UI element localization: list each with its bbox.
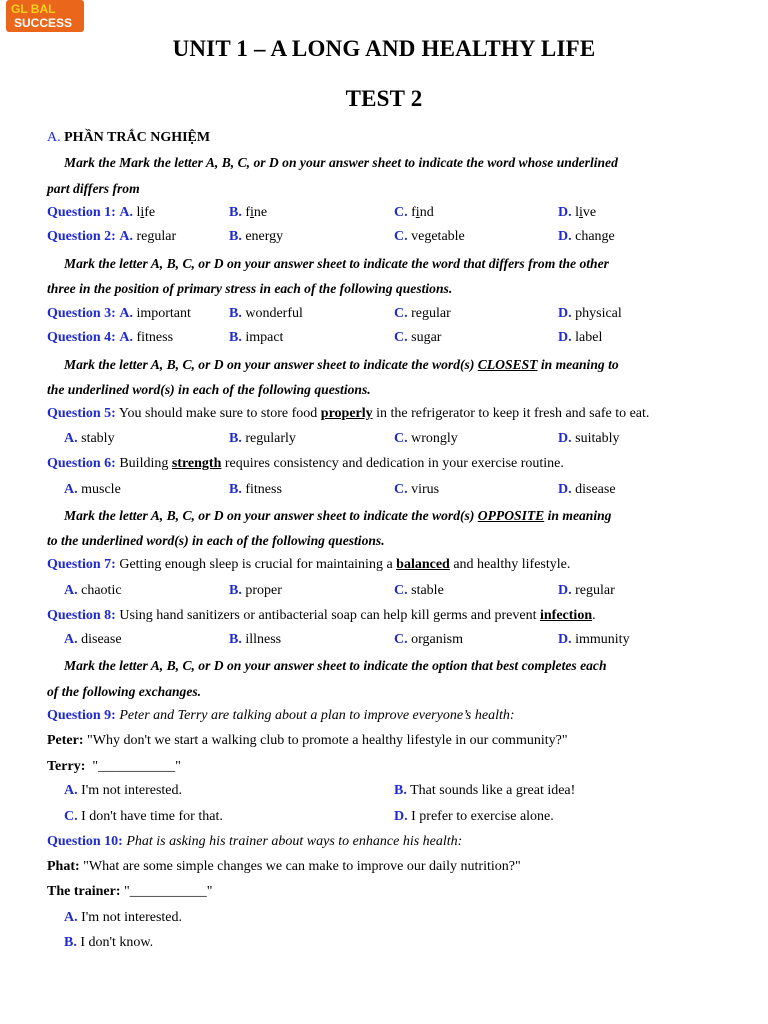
q2-option-c: C. vegetable bbox=[394, 229, 465, 244]
global-success-logo bbox=[6, 0, 84, 32]
underlined-word: properly bbox=[320, 406, 373, 421]
q1-option-d: D. live bbox=[558, 205, 597, 220]
q10-option-b: B. I don't know. bbox=[64, 935, 154, 950]
underlined-word: balanced bbox=[396, 557, 450, 572]
instruction-3-line2: the underlined word(s) in each of the following questions. bbox=[47, 382, 371, 397]
question-5: Question 5: You should make sure to store food properly in the refrigerator to keep it fresh and safe to eat. bbox=[47, 406, 650, 421]
question-2: Question 2: A. regular bbox=[47, 229, 177, 244]
question-10: Question 10: Phat is asking his trainer about ways to enhance his health: bbox=[47, 834, 463, 849]
keyword-opposite: OPPOSITE bbox=[477, 508, 545, 523]
q1-option-c: C. find bbox=[394, 205, 434, 220]
q5-option-c: C. wrongly bbox=[394, 431, 458, 446]
question-1: Question 1: A. life bbox=[47, 205, 156, 220]
q2-option-d: D. change bbox=[558, 229, 615, 244]
q9-option-a: A. I'm not interested. bbox=[64, 783, 183, 798]
q8-option-b: B. illness bbox=[229, 632, 282, 647]
q3-option-b: B. wonderful bbox=[229, 306, 303, 321]
q4-option-b: B. impact bbox=[229, 330, 284, 345]
q9-option-d: D. I prefer to exercise alone. bbox=[394, 809, 554, 824]
q6-option-c: C. virus bbox=[394, 482, 440, 497]
q5-option-d: D. suitably bbox=[558, 431, 620, 446]
logo-line2: SUCCESS bbox=[14, 16, 73, 30]
keyword-closest: CLOSEST bbox=[477, 357, 538, 372]
q5-option-a: A. stably bbox=[64, 431, 115, 446]
question-8: Question 8: Using hand sanitizers or antibacterial soap can help kill germs and prevent infection. bbox=[47, 608, 596, 623]
q4-option-c: C. sugar bbox=[394, 330, 442, 345]
q4-option-d: D. label bbox=[558, 330, 603, 345]
section-label: PHẦN TRẮC NGHIỆM bbox=[64, 130, 211, 145]
question-7: Question 7: Getting enough sleep is crucial for maintaining a balanced and healthy lifestyle. bbox=[47, 557, 571, 572]
page-title: UNIT 1 – A LONG AND HEALTHY LIFE bbox=[172, 36, 596, 61]
q8-option-d: D. immunity bbox=[558, 632, 630, 647]
q7-option-a: A. chaotic bbox=[64, 583, 122, 598]
instruction-4-line2: to the underlined word(s) in each of the following questions. bbox=[47, 533, 385, 548]
q7-option-b: B. proper bbox=[229, 583, 282, 598]
q7-option-c: C. stable bbox=[394, 583, 444, 598]
instruction-2-line2: three in the position of primary stress in each of the following questions. bbox=[47, 281, 453, 296]
page-subtitle: TEST 2 bbox=[345, 86, 423, 111]
q10-option-a: A. I'm not interested. bbox=[64, 910, 183, 925]
instruction-3-line1: Mark the letter A, B, C, or D on your answer sheet to indicate the word(s) CLOSEST in meaning to bbox=[64, 357, 619, 372]
q6-option-a: A. muscle bbox=[64, 482, 121, 497]
instruction-2-line1: Mark the letter A, B, C, or D on your answer sheet to indicate the word that differs from the other bbox=[64, 256, 609, 271]
underlined-word: strength bbox=[171, 456, 222, 471]
question-9: Question 9: Peter and Terry are talking about a plan to improve everyone’s health: bbox=[47, 708, 515, 723]
instruction-5-line2: of the following exchanges. bbox=[47, 684, 202, 699]
question-4: Question 4: A. fitness bbox=[47, 330, 174, 345]
section-heading bbox=[47, 129, 210, 147]
instruction-4-line1: Mark the letter A, B, C, or D on your answer sheet to indicate the word(s) OPPOSITE in meaning bbox=[64, 508, 612, 523]
q6-option-d: D. disease bbox=[558, 482, 616, 497]
question-label: Question 1: bbox=[47, 205, 116, 220]
section-letter: A. bbox=[47, 130, 61, 145]
instruction-5-line1: Mark the letter A, B, C, or D on your answer sheet to indicate the option that best completes each bbox=[64, 658, 607, 673]
q9-option-c: C. I don't have time for that. bbox=[64, 809, 223, 824]
q10-speaker-1: Phat: "What are some simple changes we can make to improve our daily nutrition?" bbox=[47, 859, 521, 874]
q9-option-b: B. That sounds like a great idea! bbox=[394, 783, 576, 798]
question-3: Question 3: A. important bbox=[47, 306, 191, 321]
logo-line1: GL BAL bbox=[11, 2, 56, 16]
q1-option-b: B. fine bbox=[229, 205, 268, 220]
instruction-1-line2: part differs from bbox=[47, 181, 140, 196]
q5-option-b: B. regularly bbox=[229, 431, 296, 446]
q3-option-d: D. physical bbox=[558, 306, 622, 321]
q9-speaker-1: Peter: "Why don't we start a walking club to promote a healthy lifestyle in our community?" bbox=[47, 733, 568, 748]
q10-speaker-2: The trainer: "___________" bbox=[47, 884, 213, 899]
q7-option-d: D. regular bbox=[558, 583, 615, 598]
option-letter: A. bbox=[119, 205, 133, 220]
underlined-word: infection bbox=[540, 608, 593, 623]
instruction-1-line1: Mark the Mark the letter A, B, C, or D on your answer sheet to indicate the word whose underlined bbox=[64, 155, 618, 170]
q3-option-c: C. regular bbox=[394, 306, 451, 321]
question-6: Question 6: Building strength requires consistency and dedication in your exercise routine. bbox=[47, 456, 564, 471]
q2-option-b: B. energy bbox=[229, 229, 284, 244]
q6-option-b: B. fitness bbox=[229, 482, 282, 497]
q8-option-a: A. disease bbox=[64, 632, 122, 647]
q8-option-c: C. organism bbox=[394, 632, 463, 647]
q9-speaker-2: Terry: "___________" bbox=[47, 759, 181, 774]
